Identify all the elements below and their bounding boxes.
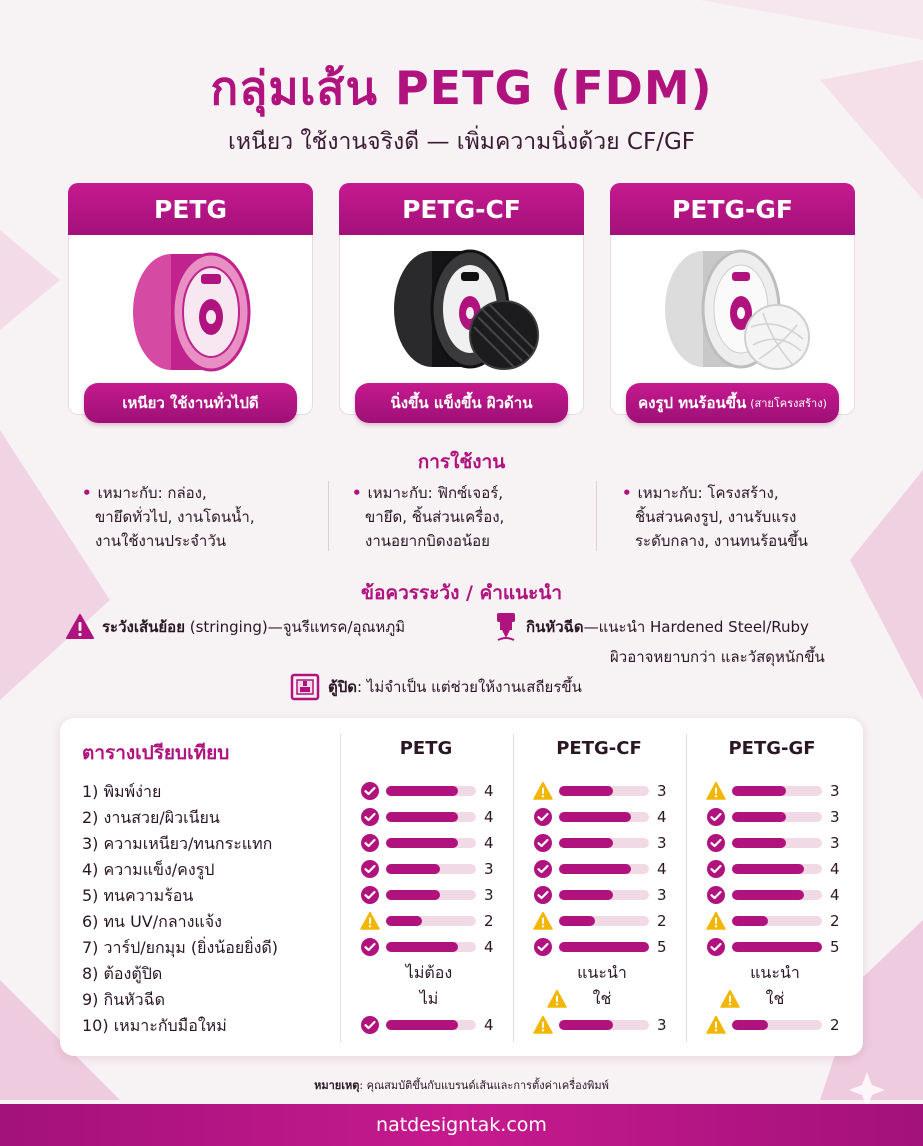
usage-line: งานอยากบิดงอน้อย: [365, 532, 490, 550]
warning-icon: [706, 781, 726, 801]
divider: [596, 481, 597, 551]
rating-cell: [533, 1014, 683, 1036]
rating-bar: [386, 916, 476, 926]
card-tagline: [626, 383, 839, 423]
check-icon: [360, 833, 380, 853]
usage-line: ขายึดทั่วไป, งานโดนน้ำ,: [95, 508, 255, 526]
rating-cell: [706, 910, 856, 932]
caution-nozzle-bold: กินหัวฉีด: [526, 618, 584, 636]
check-icon: [706, 885, 726, 905]
rating-cell: [706, 1014, 856, 1036]
rating-value: 4: [657, 860, 667, 878]
rating-bar: [732, 812, 822, 822]
rating-bar: [732, 890, 822, 900]
rating-value: 4: [484, 808, 494, 826]
rating-bar-fill: [559, 812, 631, 822]
rating-bar: [559, 838, 649, 848]
rating-value: 2: [830, 1016, 840, 1034]
footnote-text: : คุณสมบัติขึ้นกับแบรนด์เส้นและการตั้งค่าเครื่องพิมพ์: [359, 1079, 609, 1092]
page-title: กลุ่มเส้น PETG (FDM): [210, 61, 713, 115]
rating-cell: [706, 780, 856, 802]
rating-cell: [706, 936, 856, 958]
warning-icon: [706, 911, 726, 931]
usage-heading: การใช้งาน: [417, 451, 506, 473]
card-tagline-text: เหนียว ใช้งานทั่วไปดี: [122, 394, 259, 412]
rating-bar-fill: [386, 1020, 458, 1030]
text-cell-value: แนะนำ: [577, 963, 627, 982]
rating-bar-fill: [732, 942, 822, 952]
rating-bar: [559, 812, 649, 822]
text-cell-value: แนะนำ: [750, 963, 800, 982]
rating-bar-fill: [386, 838, 458, 848]
rating-value: 5: [830, 938, 840, 956]
rating-value: 3: [657, 782, 667, 800]
rating-value: 5: [657, 938, 667, 956]
usage-line: ขายึด, ชิ้นส่วนเครื่อง,: [365, 508, 505, 526]
rating-bar: [559, 942, 649, 952]
usage-line-text: เหมาะกับ: โครงสร้าง,: [637, 484, 779, 502]
rating-bar: [732, 942, 822, 952]
rating-bar-fill: [732, 1020, 768, 1030]
card-tagline: [355, 383, 568, 423]
column-header-petg: PETG: [399, 738, 453, 759]
rating-bar-fill: [732, 890, 804, 900]
rating-value: 4: [657, 808, 667, 826]
column-divider: [686, 734, 687, 1042]
column-divider: [340, 734, 341, 1042]
rating-bar-fill: [559, 942, 649, 952]
card-title: PETG: [68, 183, 313, 235]
bullet-icon: •: [82, 484, 92, 502]
rating-bar: [732, 864, 822, 874]
check-icon: [706, 833, 726, 853]
rating-bar: [732, 838, 822, 848]
rating-bar-fill: [559, 916, 595, 926]
rating-bar: [559, 916, 649, 926]
rating-value: 3: [484, 860, 494, 878]
warning-icon: [547, 989, 567, 1009]
rating-bar: [386, 786, 476, 796]
card-tagline-text: คงรูป ทนร้อนขึ้น: [638, 394, 747, 412]
card-petg-gf: [610, 183, 855, 426]
caution-nozzle-text: —แนะนำ Hardened Steel/Ruby: [583, 618, 809, 636]
usage-line: [82, 481, 255, 505]
warning-icon: [533, 781, 553, 801]
table-row-label: 3) ความเหนียว/ทนกระแทก: [82, 834, 273, 853]
rating-bar-fill: [559, 838, 613, 848]
rating-value: 4: [830, 886, 840, 904]
footer-bar: [0, 1104, 923, 1146]
caution-enclosure-bold: ตู้ปิด: [328, 678, 358, 696]
footnote-label: หมายเหตุ: [314, 1079, 360, 1092]
column-divider: [513, 734, 514, 1042]
rating-bar: [386, 812, 476, 822]
rating-bar-fill: [386, 916, 422, 926]
check-icon: [533, 833, 553, 853]
rating-cell: [533, 910, 683, 932]
text-cell-value: ไม่: [419, 989, 439, 1008]
glassfiber-spool-icon: [653, 247, 813, 377]
rating-cell: [533, 936, 683, 958]
rating-bar: [386, 942, 476, 952]
rating-cell: [360, 910, 510, 932]
rating-value: 2: [657, 912, 667, 930]
warning-icon: [720, 989, 740, 1009]
check-icon: [360, 807, 380, 827]
rating-cell: [533, 884, 683, 906]
warning-icon: [533, 911, 553, 931]
rating-value: 4: [484, 782, 494, 800]
rating-cell: [706, 858, 856, 880]
rating-value: 2: [484, 912, 494, 930]
text-cell: [527, 961, 677, 986]
rating-cell: [706, 806, 856, 828]
rating-bar: [732, 786, 822, 796]
rating-bar: [386, 890, 476, 900]
table-row-label: 10) เหมาะกับมือใหม่: [82, 1016, 227, 1035]
text-cell: [700, 987, 850, 1012]
table-title: ตารางเปรียบเทียบ: [82, 742, 230, 764]
rating-bar: [559, 1020, 649, 1030]
card-tagline-text: นิ่งขึ้น แข็งขึ้น ผิวด้าน: [390, 394, 533, 412]
warning-icon: [360, 911, 380, 931]
usage-line: ชิ้นส่วนคงรูป, งานรับแรง: [635, 508, 797, 526]
rating-cell: [360, 1014, 510, 1036]
rating-bar-fill: [386, 890, 440, 900]
rating-bar-fill: [732, 786, 786, 796]
caution-stringing-text: (stringing)—จูนรีแทรค/อุณหภูมิ: [184, 618, 406, 636]
rating-bar: [559, 890, 649, 900]
usage-line: [622, 481, 808, 505]
warning-icon: [533, 1015, 553, 1035]
rating-bar-fill: [386, 942, 458, 952]
card-title: PETG-GF: [610, 183, 855, 235]
usage-line-text: เหมาะกับ: ฟิกซ์เจอร์,: [367, 484, 504, 502]
rating-bar-fill: [386, 864, 440, 874]
warning-icon: [706, 1015, 726, 1035]
caution-stringing: [66, 614, 405, 640]
table-row-label: 9) กินหัวฉีด: [82, 990, 165, 1009]
rating-cell: [360, 780, 510, 802]
table-row-label: 1) พิมพ์ง่าย: [82, 782, 162, 801]
text-cell: [354, 987, 504, 1012]
rating-value: 3: [657, 1016, 667, 1034]
rating-cell: [360, 884, 510, 906]
rating-value: 4: [830, 860, 840, 878]
rating-value: 4: [484, 834, 494, 852]
column-header-petg-cf: PETG-CF: [556, 738, 642, 759]
check-icon: [533, 807, 553, 827]
caution-stringing-bold: ระวังเส้นย้อย: [102, 618, 185, 636]
card-title: PETG-CF: [339, 183, 584, 235]
warning-icon: [66, 614, 94, 640]
text-cell-value: ใช่: [765, 989, 785, 1008]
rating-bar-fill: [732, 838, 786, 848]
rating-cell: [706, 832, 856, 854]
rating-cell: [360, 858, 510, 880]
card-petg: [68, 183, 313, 426]
card-petg-cf: [339, 183, 584, 426]
card-tagline-note: (สายโครงสร้าง): [750, 397, 827, 410]
check-icon: [360, 859, 380, 879]
divider: [328, 481, 329, 551]
bullet-icon: •: [622, 484, 632, 502]
rating-value: 3: [484, 886, 494, 904]
rating-cell: [533, 858, 683, 880]
check-icon: [360, 937, 380, 957]
text-cell: [700, 961, 850, 986]
footnote: [0, 1076, 923, 1094]
rating-bar-fill: [732, 864, 804, 874]
caution-enclosure-text: : ไม่จำเป็น แต่ช่วยให้งานเสถียรขึ้น: [357, 678, 582, 696]
caution-enclosure: [290, 673, 582, 701]
usage-column-petg-cf: [352, 481, 504, 553]
card-tagline: [84, 383, 297, 423]
rating-bar-fill: [386, 812, 458, 822]
rating-bar-fill: [559, 786, 613, 796]
rating-bar: [386, 1020, 476, 1030]
rating-cell: [360, 832, 510, 854]
column-header-petg-gf: PETG-GF: [728, 738, 816, 759]
rating-value: 3: [657, 834, 667, 852]
rating-cell: [360, 806, 510, 828]
table-row-label: 2) งานสวย/ผิวเนียน: [82, 808, 220, 827]
enclosure-icon: [290, 673, 320, 701]
rating-cell: [533, 832, 683, 854]
cautions-heading: ข้อควรระวัง / คำแนะนำ: [361, 582, 562, 604]
rating-bar-fill: [559, 864, 631, 874]
usage-column-petg: [82, 481, 255, 553]
check-icon: [360, 1015, 380, 1035]
rating-cell: [533, 806, 683, 828]
rating-value: 2: [830, 912, 840, 930]
usage-line: ระดับกลาง, งานทนร้อนขึ้น: [635, 532, 808, 550]
text-cell: [354, 961, 504, 986]
usage-line: งานใช้งานประจำวัน: [95, 532, 227, 550]
check-icon: [706, 859, 726, 879]
rating-bar: [732, 1020, 822, 1030]
rating-bar-fill: [732, 916, 768, 926]
rating-value: 3: [830, 834, 840, 852]
rating-value: 4: [484, 938, 494, 956]
filament-spool-icon: [116, 247, 266, 377]
table-row-label: 7) วาร์ป/ยกมุม (ยิ่งน้อยยิ่งดี): [82, 938, 279, 957]
rating-bar-fill: [559, 1020, 613, 1030]
rating-bar: [386, 864, 476, 874]
rating-bar-fill: [732, 812, 786, 822]
caution-nozzle: [494, 612, 809, 642]
rating-value: 3: [657, 886, 667, 904]
footer-website: natdesigntak.com: [376, 1114, 547, 1136]
table-row-label: 4) ความแข็ง/คงรูป: [82, 860, 215, 879]
carbon-spool-icon: [382, 247, 542, 377]
rating-value: 3: [830, 782, 840, 800]
usage-column-petg-gf: [622, 481, 808, 553]
check-icon: [533, 937, 553, 957]
check-icon: [706, 937, 726, 957]
rating-value: 4: [484, 1016, 494, 1034]
check-icon: [533, 859, 553, 879]
rating-bar: [559, 786, 649, 796]
rating-bar-fill: [386, 786, 458, 796]
check-icon: [360, 781, 380, 801]
text-cell: [527, 987, 677, 1012]
rating-bar: [386, 838, 476, 848]
caution-nozzle-line2: ผิวอาจหยาบกว่า และวัสดุหนักขึ้น: [610, 648, 825, 666]
table-row-label: 6) ทน UV/กลางแจ้ง: [82, 912, 222, 931]
bullet-icon: •: [352, 484, 362, 502]
rating-bar-fill: [559, 890, 613, 900]
nozzle-icon: [494, 612, 518, 642]
rating-cell: [533, 780, 683, 802]
rating-bar: [732, 916, 822, 926]
rating-cell: [706, 884, 856, 906]
table-row-label: 8) ต้องตู้ปิด: [82, 964, 163, 983]
usage-line: [352, 481, 504, 505]
rating-bar: [559, 864, 649, 874]
usage-line-text: เหมาะกับ: กล่อง,: [97, 484, 207, 502]
rating-value: 3: [830, 808, 840, 826]
text-cell-value: ใช่: [592, 989, 612, 1008]
table-row-label: 5) ทนความร้อน: [82, 886, 194, 905]
check-icon: [360, 885, 380, 905]
comparison-table: [60, 718, 863, 1056]
check-icon: [706, 807, 726, 827]
rating-cell: [360, 936, 510, 958]
page-subtitle: เหนียว ใช้งานจริงดี — เพิ่มความนิ่งด้วย CF/GF: [227, 129, 696, 155]
text-cell-value: ไม่ต้อง: [405, 963, 453, 982]
check-icon: [533, 885, 553, 905]
